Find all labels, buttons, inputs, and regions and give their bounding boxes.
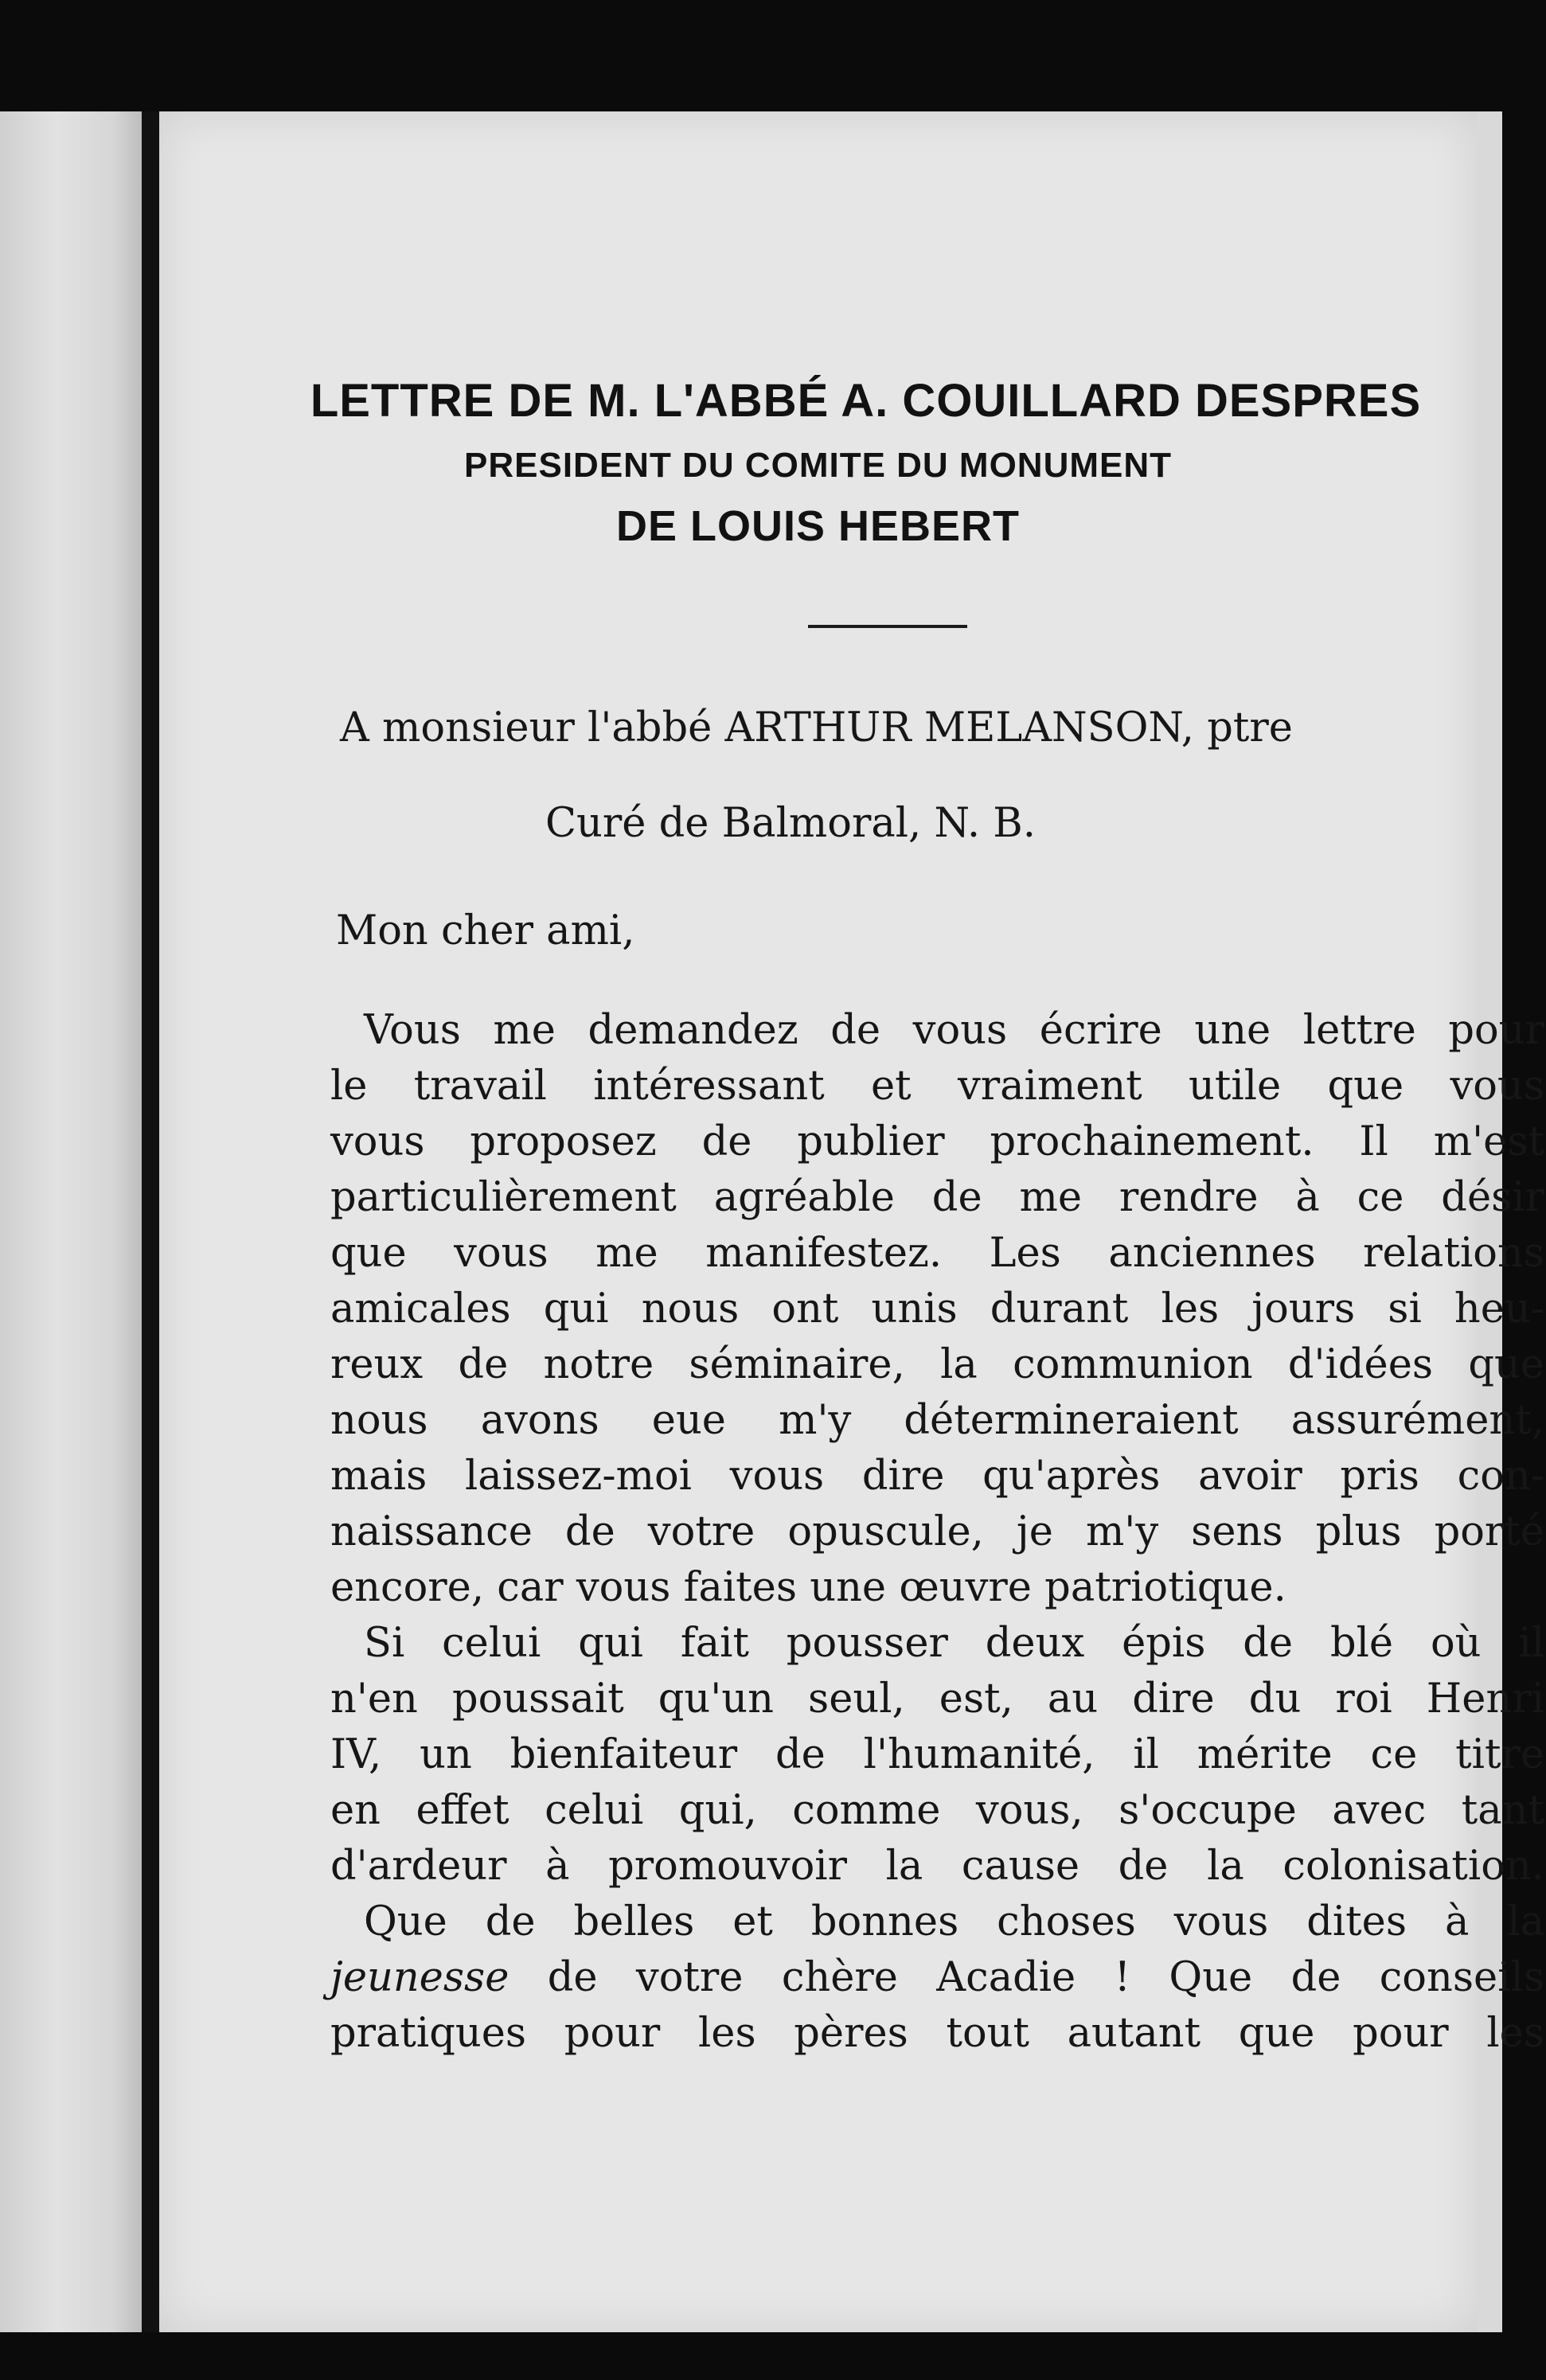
title-line-3: DE LOUIS HEBERT [615, 502, 1021, 550]
facing-page-edge [0, 111, 142, 2332]
letter-page [159, 111, 1544, 2332]
italic-word: jeunesse [330, 1954, 509, 2001]
body-line: n'en poussait qu'un seul, est, au dire du roi Henri [330, 1676, 1544, 1723]
title-line-2: PRESIDENT DU COMITE DU MONUMENT [464, 446, 1172, 485]
body-line: encore, car vous faites une œuvre patriotique. [330, 1564, 1286, 1611]
body-line: Que de belles et bonnes choses vous dites à la [364, 1898, 1544, 1945]
body-line: Si celui qui fait pousser deux épis de blé où il [364, 1620, 1544, 1667]
body-line: mais laissez-moi vous dire qu'après avoir pris con- [330, 1453, 1544, 1500]
body-line: naissance de votre opuscule, je m'y sens plus porté [330, 1508, 1544, 1555]
title-divider [808, 625, 967, 628]
address-line-2: Curé de Balmoral, N. B. [545, 800, 1036, 847]
body-line: IV, un bienfaiteur de l'humanité, il mérite ce titre [330, 1731, 1544, 1778]
body-line: reux de notre séminaire, la communion d'idées que [330, 1341, 1544, 1388]
salutation: Mon cher ami, [336, 907, 635, 954]
body-line: d'ardeur à promouvoir la cause de la colonisation. [330, 1843, 1544, 1890]
body-line: en effet celui qui, comme vous, s'occupe avec tant [330, 1787, 1544, 1834]
body-line-italic [330, 1954, 1544, 2001]
address-line-1: A monsieur l'abbé ARTHUR MELANSON, ptre [340, 704, 1293, 751]
body-line: vous proposez de publier prochainement. Il m'est [330, 1118, 1544, 1165]
title-line-1: LETTRE DE M. L'ABBÉ A. COUILLARD DESPRES [310, 375, 1422, 427]
body-line: particulièrement agréable de me rendre à ce désir [330, 1174, 1544, 1221]
body-line: amicales qui nous ont unis durant les jours si heu- [330, 1286, 1544, 1332]
body-line: le travail intéressant et vraiment utile que vous [330, 1063, 1544, 1110]
book-gutter [142, 111, 159, 2332]
body-line-rest: de votre chère Acadie ! Que de conseils [547, 1954, 1544, 2001]
body-line: Vous me demandez de vous écrire une lettre pour [364, 1007, 1544, 1054]
body-line: nous avons eue m'y détermineraient assurément, [330, 1397, 1544, 1444]
body-line: que vous me manifestez. Les anciennes relations [330, 1230, 1544, 1277]
body-line: pratiques pour les pères tout autant que pour les [330, 2010, 1544, 2057]
